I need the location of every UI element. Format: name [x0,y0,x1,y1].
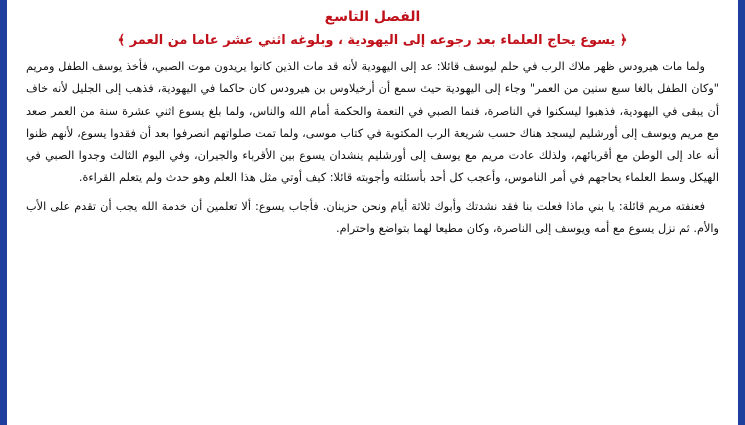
chapter-title: الفصل التاسع [324,9,421,25]
page-border-left [0,0,6,425]
page-border-right [739,0,745,425]
paragraph-2: فعنفته مريم قائلة: يا بني ماذا فعلت بنا فقد نشدتك وأبوك ثلاثة أيام ونحن حزينان. فأجاب يسوع: ألا تعلمين أن خدمة الله يجب أن تقدم على الأب والأم. ثم نزل يسوع مع أمه ويوسف إلى الناصرة، وكان مطيعا لهما بتواضع واحترام. [26,199,719,236]
paragraph-1: ولما مات هيرودس ظهر ملاك الرب في حلم ليوسف قائلا: عد إلى اليهودية لأنه قد مات الذين كانوا يريدون موت الصبي، فأخذ يوسف الطفل ومريم "وكان الطفل بالغا سبع سنين من العمر" وجاء إلى اليهودية حيث سمع أن أرخيلاوس بن هيرودس كان حاكما في اليهودية، فذهب إلى الجليل لأنه خاف أن يبقى في اليهودية، فذهبوا ليسكنوا في الناصرة، فنما الصبي في النعمة والحكمة أمام الله والناس، ولما بلغ يسوع اثني عشرة سنة من العمر صعد مع مريم ويوسف إلى أورشليم ليسجد هناك حسب شريعة الرب المكتوبة في كتاب موسى، ولما تمت صلواتهم انصرفوا بعد أن فقدوا يسوع، لأنهم ظنوا أنه عاد إلى الوطن مع أقربائهم، ولذلك عادت مريم مع يوسف إلى أورشليم ينشدان يسوع بين الأقرباء والجيران، وفي اليوم الثالث وجدوا الصبي في الهيكل وسط العلماء يحاجهم في أمر الناموس، وأعجب كل أحد بأسئلته وأجوبته قائلا: كيف أوتي مثل هذا العلم وهو حدث ولم يتعلم القراءة. [26,60,719,185]
chapter-subtitle: ﴿ يسوع يحاج العلماء بعد رجوعه إلى اليهودية ، وبلوغه اثني عشر عاما من العمر ﴾ [117,33,628,48]
chapter-content [26,6,719,240]
